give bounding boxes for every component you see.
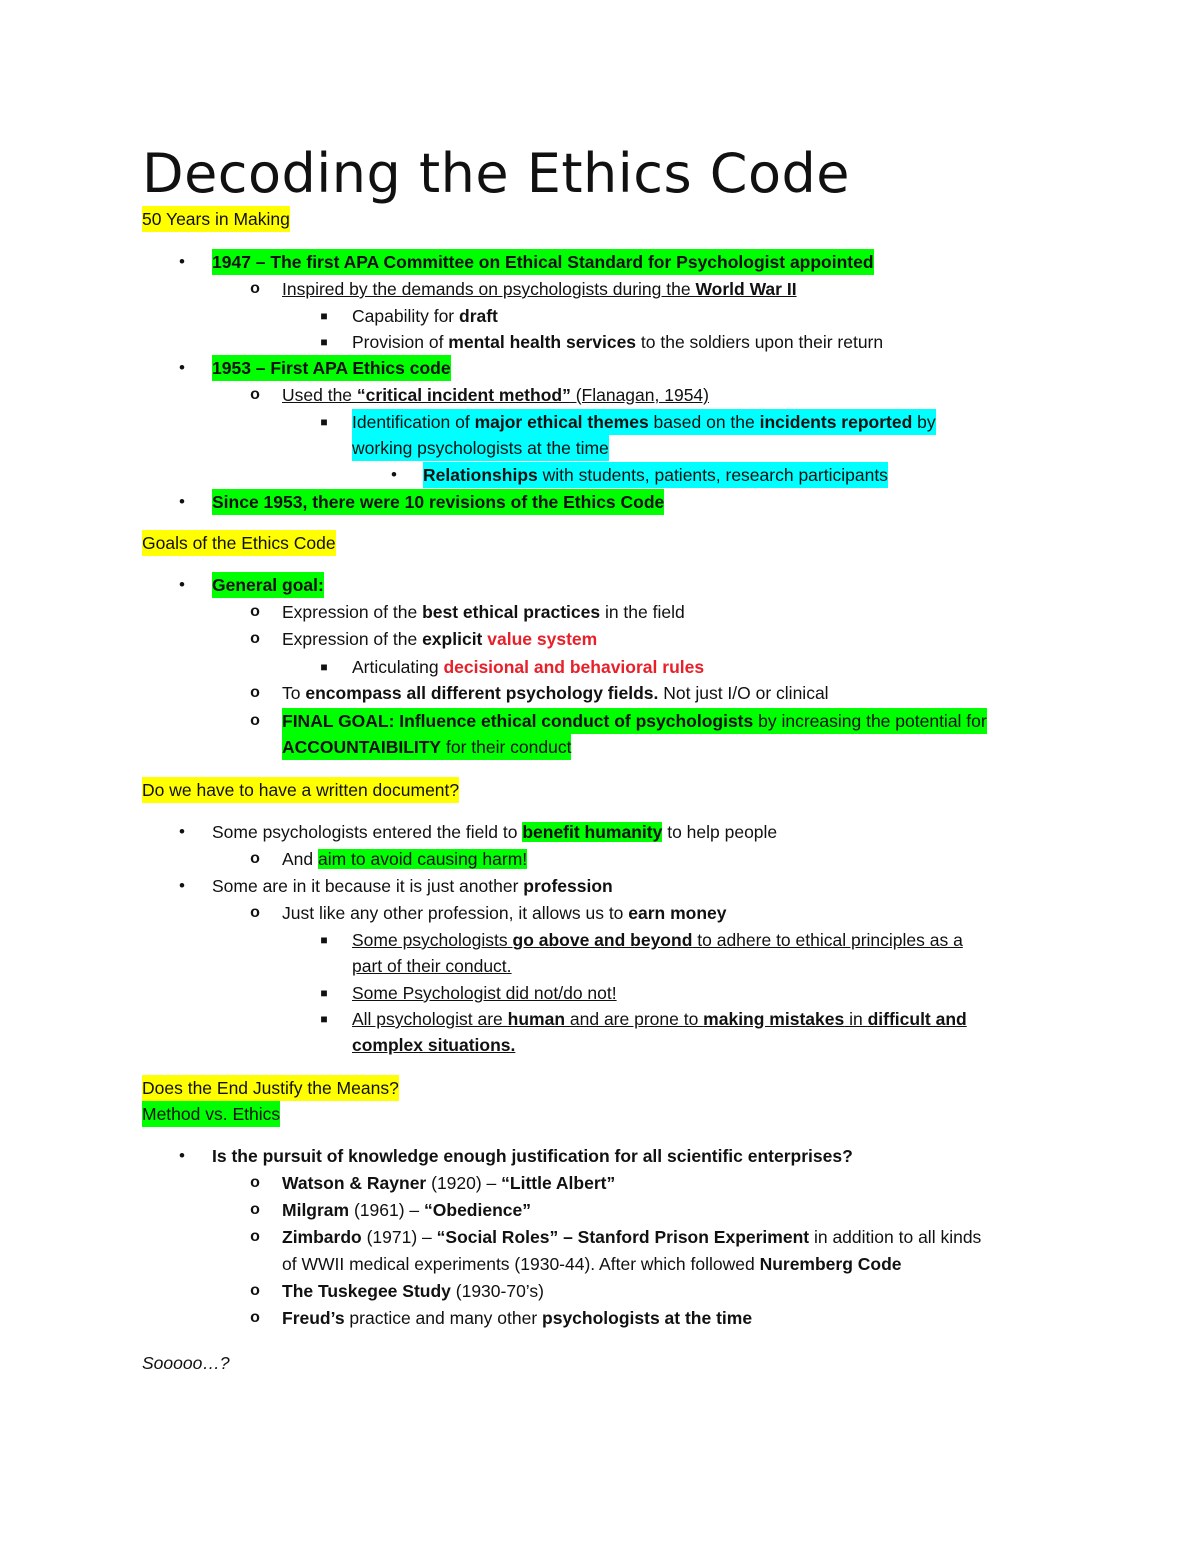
bullet-icon: • [391, 465, 397, 484]
bullet-icon: • [179, 822, 185, 841]
circle-bullet-icon: o [250, 1309, 260, 1326]
circle-bullet-icon: o [250, 712, 260, 729]
circle-bullet-icon: o [250, 1282, 260, 1299]
circle-bullet-icon: o [250, 603, 260, 620]
square-bullet-icon: ■ [320, 415, 328, 429]
square-bullet-icon: ■ [320, 309, 328, 323]
square-bullet-icon: ■ [320, 335, 328, 349]
circle-bullet-icon: o [250, 1174, 260, 1191]
circle-bullet-icon: o [250, 684, 260, 701]
bullet-icon: • [179, 575, 185, 594]
circle-bullet-icon: o [250, 1228, 260, 1245]
bullet-icon: • [179, 492, 185, 511]
circle-bullet-icon: o [250, 630, 260, 647]
circle-bullet-icon: o [250, 904, 260, 921]
square-bullet-icon: ■ [320, 1012, 328, 1026]
circle-bullet-icon: o [250, 1201, 260, 1218]
square-bullet-icon: ■ [320, 986, 328, 1000]
square-bullet-icon: ■ [320, 660, 328, 674]
bullet-icon: • [179, 876, 185, 895]
document-title: Decoding the Ethics Code [142, 142, 851, 205]
bullet-icon: • [179, 252, 185, 271]
circle-bullet-icon: o [250, 386, 260, 403]
circle-bullet-icon: o [250, 280, 260, 297]
circle-bullet-icon: o [250, 850, 260, 867]
bullet-icon: • [179, 358, 185, 377]
bullet-icon: • [179, 1146, 185, 1165]
document-page: Decoding the Ethics Code 50 Years in Making • 1947 – The first APA Committee on Ethical Standard for Psychologist appointed o Inspired by the demands on psychologists during the World War II ■ Capability for draft ■ Provision of mental health services to the soldiers upon their return • 1953 – First APA Ethics code o Used the “critical incident method” (Flanagan, 1954) ■ Identification of major ethical themes based on the incidents reported by working psychologists at the time • Relationships with students, patients, research participants • Since 1953, there were 10 revisions of the Ethics Code Goals of the Ethics Code • General goal: o Expression of the best ethical practices in the field o Expression of the explicit value system ■ Articulating decisional and behavioral rules o To encompass all different psychology fields. Not just I/O or clinical o FINAL GOAL: Influence ethical conduct of psychologists by increasing the potential for ACCOUNTAIBILITY for their conduct Do we have to have a written document? • Some psychologists entered the field to benefit humanity to help people o And aim to avoid causing harm! • Some are in it because it is just another profession o Just like any other profession, it allows us to earn money ■ Some psychologists go above and beyond to adhere to ethical principles as a part of their conduct. ■ Some Psychologist did not/do not! ■ All psychologist are human and are prone to making mistakes in difficult and complex situations. Does the End Justify the Means? Method vs. Ethics • Is the pursuit of knowledge enough justification for all scientific enterprises? o Watson & Rayner (1920) – “Little Albert” o Milgram (1961) – “Obedience” o Zimbardo (1971) – “Social Roles” – Stanford Prison Experiment in addition to all kinds of WWII medical experiments (1930-44). After which followed Nuremberg Code o The Tuskegee Study (1930-70’s) o Freud’s practice and many other psychologists at the time Sooooo…? [0, 0, 1200, 1553]
square-bullet-icon: ■ [320, 933, 328, 947]
